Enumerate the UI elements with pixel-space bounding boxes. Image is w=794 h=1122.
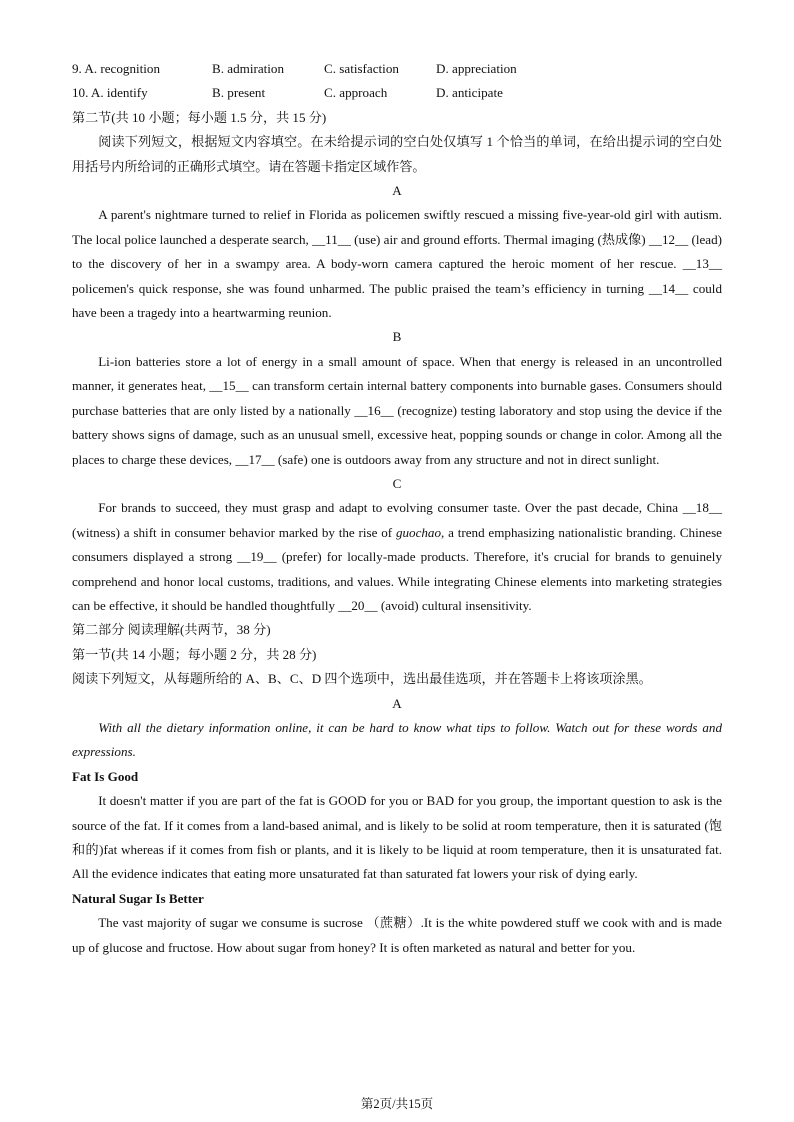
question-9 bbox=[72, 57, 722, 81]
part2-title: 第二部分 阅读理解(共两节，38 分) bbox=[72, 622, 271, 638]
fat-text: It doesn't matter if you are part of the fat is GOOD for you or BAD for you group, the important question to ask is the source of the fat. If it comes from a land-based animal, and is likely to be solid at room temperature, then it is saturated (饱和的)fat whereas if it comes from fish or plants, and it is likely to be liquid at room temperature, then it is unsaturated fat. All the evidence indicates that eating more unsaturated fat than saturated fat lowers your risk of dying early. bbox=[72, 793, 722, 882]
passage-a-text: A parent's nightmare turned to relief in Florida as policemen swiftly rescued a missing five-year-old girl with autism. The local police launched a desperate search, __11__ (use) air and ground efforts. Thermal imaging (热成像) __12__ (lead) to the discovery of her in a swampy area. A body-worn camera captured the heroic moment of her rescue. __13__ policemen's quick response, she was found unharmed. The public praised the team’s efficiency in turning __14__ could have been a tragedy into a heartwarming reunion. bbox=[72, 207, 722, 321]
q10-option-d: D. anticipate bbox=[436, 85, 503, 101]
q10-option-a: 10. A. identify bbox=[72, 85, 148, 101]
section2-instructions: 阅读下列短文，根据短文内容填空。在未给提示词的空白处仅填写 1 个恰当的单词，在给出提示词的空白处用括号内所给词的正确形式填空。请在答题卡指定区域作答。 bbox=[72, 134, 722, 174]
reading-a-intro: With all the dietary information online, it can be hard to know what tips to follow. Watch out for these words and expressions. bbox=[72, 719, 722, 760]
passage-c-before: For brands to succeed, they must grasp and adapt to evolving consumer taste. Over the past decade, China __18__ (witness) a shift in consumer behavior marked by the rise of bbox=[72, 500, 722, 540]
passage-c-text bbox=[72, 496, 722, 618]
q9-option-a: 9. A. recognition bbox=[72, 61, 161, 76]
passage-b-text: Li-ion batteries store a lot of energy in a small amount of space. When that energy is released in an uncontrolled manner, it generates heat, __15__ can transform certain internal battery components into burnable gases. Consumers should purchase batteries that are only listed by a nationally __16__ (recognize) testing laboratory and stop using the device if the battery shows signs of damage, such as an unusual smell, excessive heat, popping sounds or change in color. Among all the places to charge these devices, __17__ (safe) one is outdoors away from any structure and not in direct sunlight. bbox=[72, 353, 722, 467]
q10-option-b: B. present bbox=[212, 85, 266, 101]
part2-section1-title: 第一节(共 14 小题；每小题 2 分，共 28 分) bbox=[72, 646, 317, 662]
sugar-heading: Natural Sugar Is Better bbox=[72, 890, 204, 906]
section2-title: 第二节(共 10 小题；每小题 1.5 分，共 15 分) bbox=[72, 109, 327, 125]
fat-heading: Fat Is Good bbox=[72, 768, 139, 784]
question-10 bbox=[72, 81, 722, 105]
passage-c-italic-term: guochao bbox=[395, 524, 442, 540]
q10-option-c: C. approach bbox=[324, 85, 388, 101]
passage-b-label: B bbox=[392, 329, 402, 345]
reading-a-label: A bbox=[392, 695, 402, 711]
part2-instructions: 阅读下列短文，从每题所给的 A、B、C、D 四个选项中，选出最佳选项，并在答题卡上将该项涂黑。 bbox=[72, 671, 652, 687]
passage-c-after: , a trend emphasizing nationalistic branding. Chinese consumers displayed a strong __19__ (prefer) for locally-made products. Therefore, it's crucial for brands to genuinely comprehend and honor local customs, traditions, and values. While integrating Chinese elements into marketing strategies can be effective, it should be handled thoughtfully __20__ (avoid) cultural insensitivity. bbox=[72, 524, 722, 613]
q9-option-b: B. admiration bbox=[212, 61, 285, 76]
passage-c-label: C bbox=[392, 475, 402, 491]
sugar-text: The vast majority of sugar we consume is sucrose （蔗糖）.It is the white powdered stuff we cook with and is made up of glucose and fructose. How about sugar from honey? It is often marketed as natural and better for you. bbox=[72, 915, 722, 955]
page-footer: 第2页/共15页 bbox=[360, 1097, 434, 1111]
q9-option-c: C. satisfaction bbox=[324, 61, 399, 76]
passage-a-label: A bbox=[392, 183, 402, 199]
exam-page bbox=[72, 57, 722, 960]
q9-option-d: D. appreciation bbox=[436, 61, 517, 76]
